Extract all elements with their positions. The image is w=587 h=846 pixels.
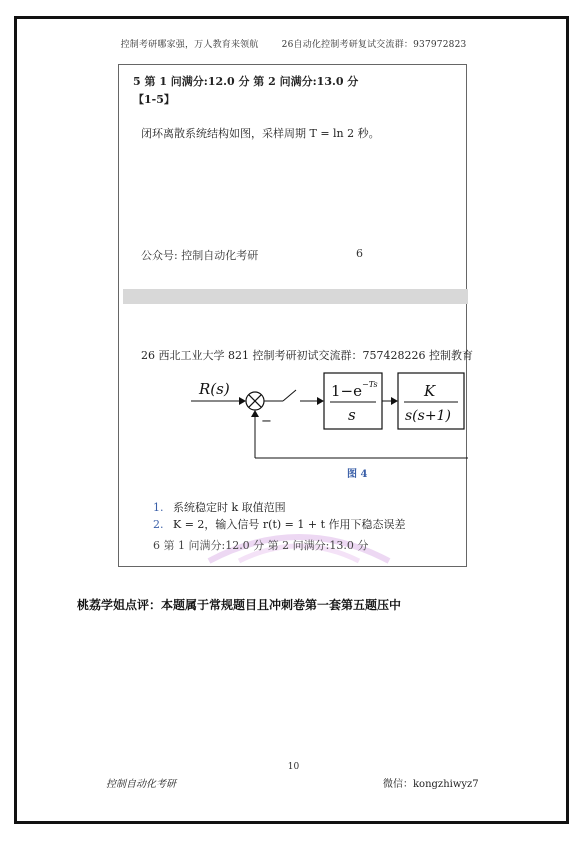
figure-caption: 图 4	[347, 469, 368, 480]
plant-numerator: K	[424, 382, 436, 400]
item-number: 2.	[153, 518, 164, 531]
plant-denominator: s(s+1)	[405, 408, 451, 424]
header-left-text: 控制考研哪家强，万人教育来领航	[120, 40, 259, 50]
footer-wechat: 微信：kongzhiwyz7	[383, 779, 479, 790]
page-number: 10	[287, 762, 300, 772]
question-title: 5 第 1 问满分:12.0 分 第 2 问满分:13.0 分	[133, 75, 359, 88]
zoh-denominator: s	[348, 406, 356, 424]
plant-arrowhead	[391, 397, 398, 405]
item-text: K = 2，输入信号 r(t) = 1 + t 作用下稳态误差	[173, 518, 406, 531]
item-number: 1.	[153, 501, 164, 514]
list-item	[153, 499, 406, 516]
list-item	[153, 516, 406, 533]
scan-footer-account: 公众号: 控制自动化考研	[141, 249, 259, 262]
summing-junction	[246, 392, 264, 410]
question-tag: 【1-5】	[133, 93, 175, 106]
question-text: 闭环离散系统结构如图，采样周期 T = ln 2 秒。	[141, 127, 380, 140]
zoh-numerator: 1−e	[331, 382, 362, 400]
school-group-line: 26 西北工业大学 821 控制考研初试交流群：757428226 控制教育	[141, 349, 473, 362]
item-text: 系统稳定时 k 取值范围	[173, 501, 286, 514]
page-header	[0, 37, 587, 50]
cut-off-line: 6 第 1 问满分:12.0 分 第 2 问满分:13.0 分	[153, 539, 369, 552]
cut-off-text	[119, 539, 468, 552]
zoh-arrowhead	[317, 397, 324, 405]
input-arrowhead	[239, 397, 246, 405]
sampler-switch	[283, 390, 296, 401]
feedback-arrowhead	[251, 410, 259, 417]
input-label: R(s)	[199, 380, 230, 398]
header-right-text: 26自动化控制考研复试交流群：937972823	[281, 40, 467, 50]
minus-sign: −	[261, 414, 272, 429]
scan-footer-page: 6	[356, 247, 363, 260]
block-diagram	[119, 365, 468, 475]
footer-brand: 控制自动化考研	[106, 779, 176, 790]
question-items	[153, 499, 406, 533]
zoh-exponent: −Ts	[362, 380, 378, 389]
page-gap-band	[123, 289, 468, 304]
scanned-question-image	[118, 64, 473, 567]
review-comment: 桃荔学姐点评：本题属于常规题目且冲刺卷第一套第五题压中	[77, 598, 402, 612]
